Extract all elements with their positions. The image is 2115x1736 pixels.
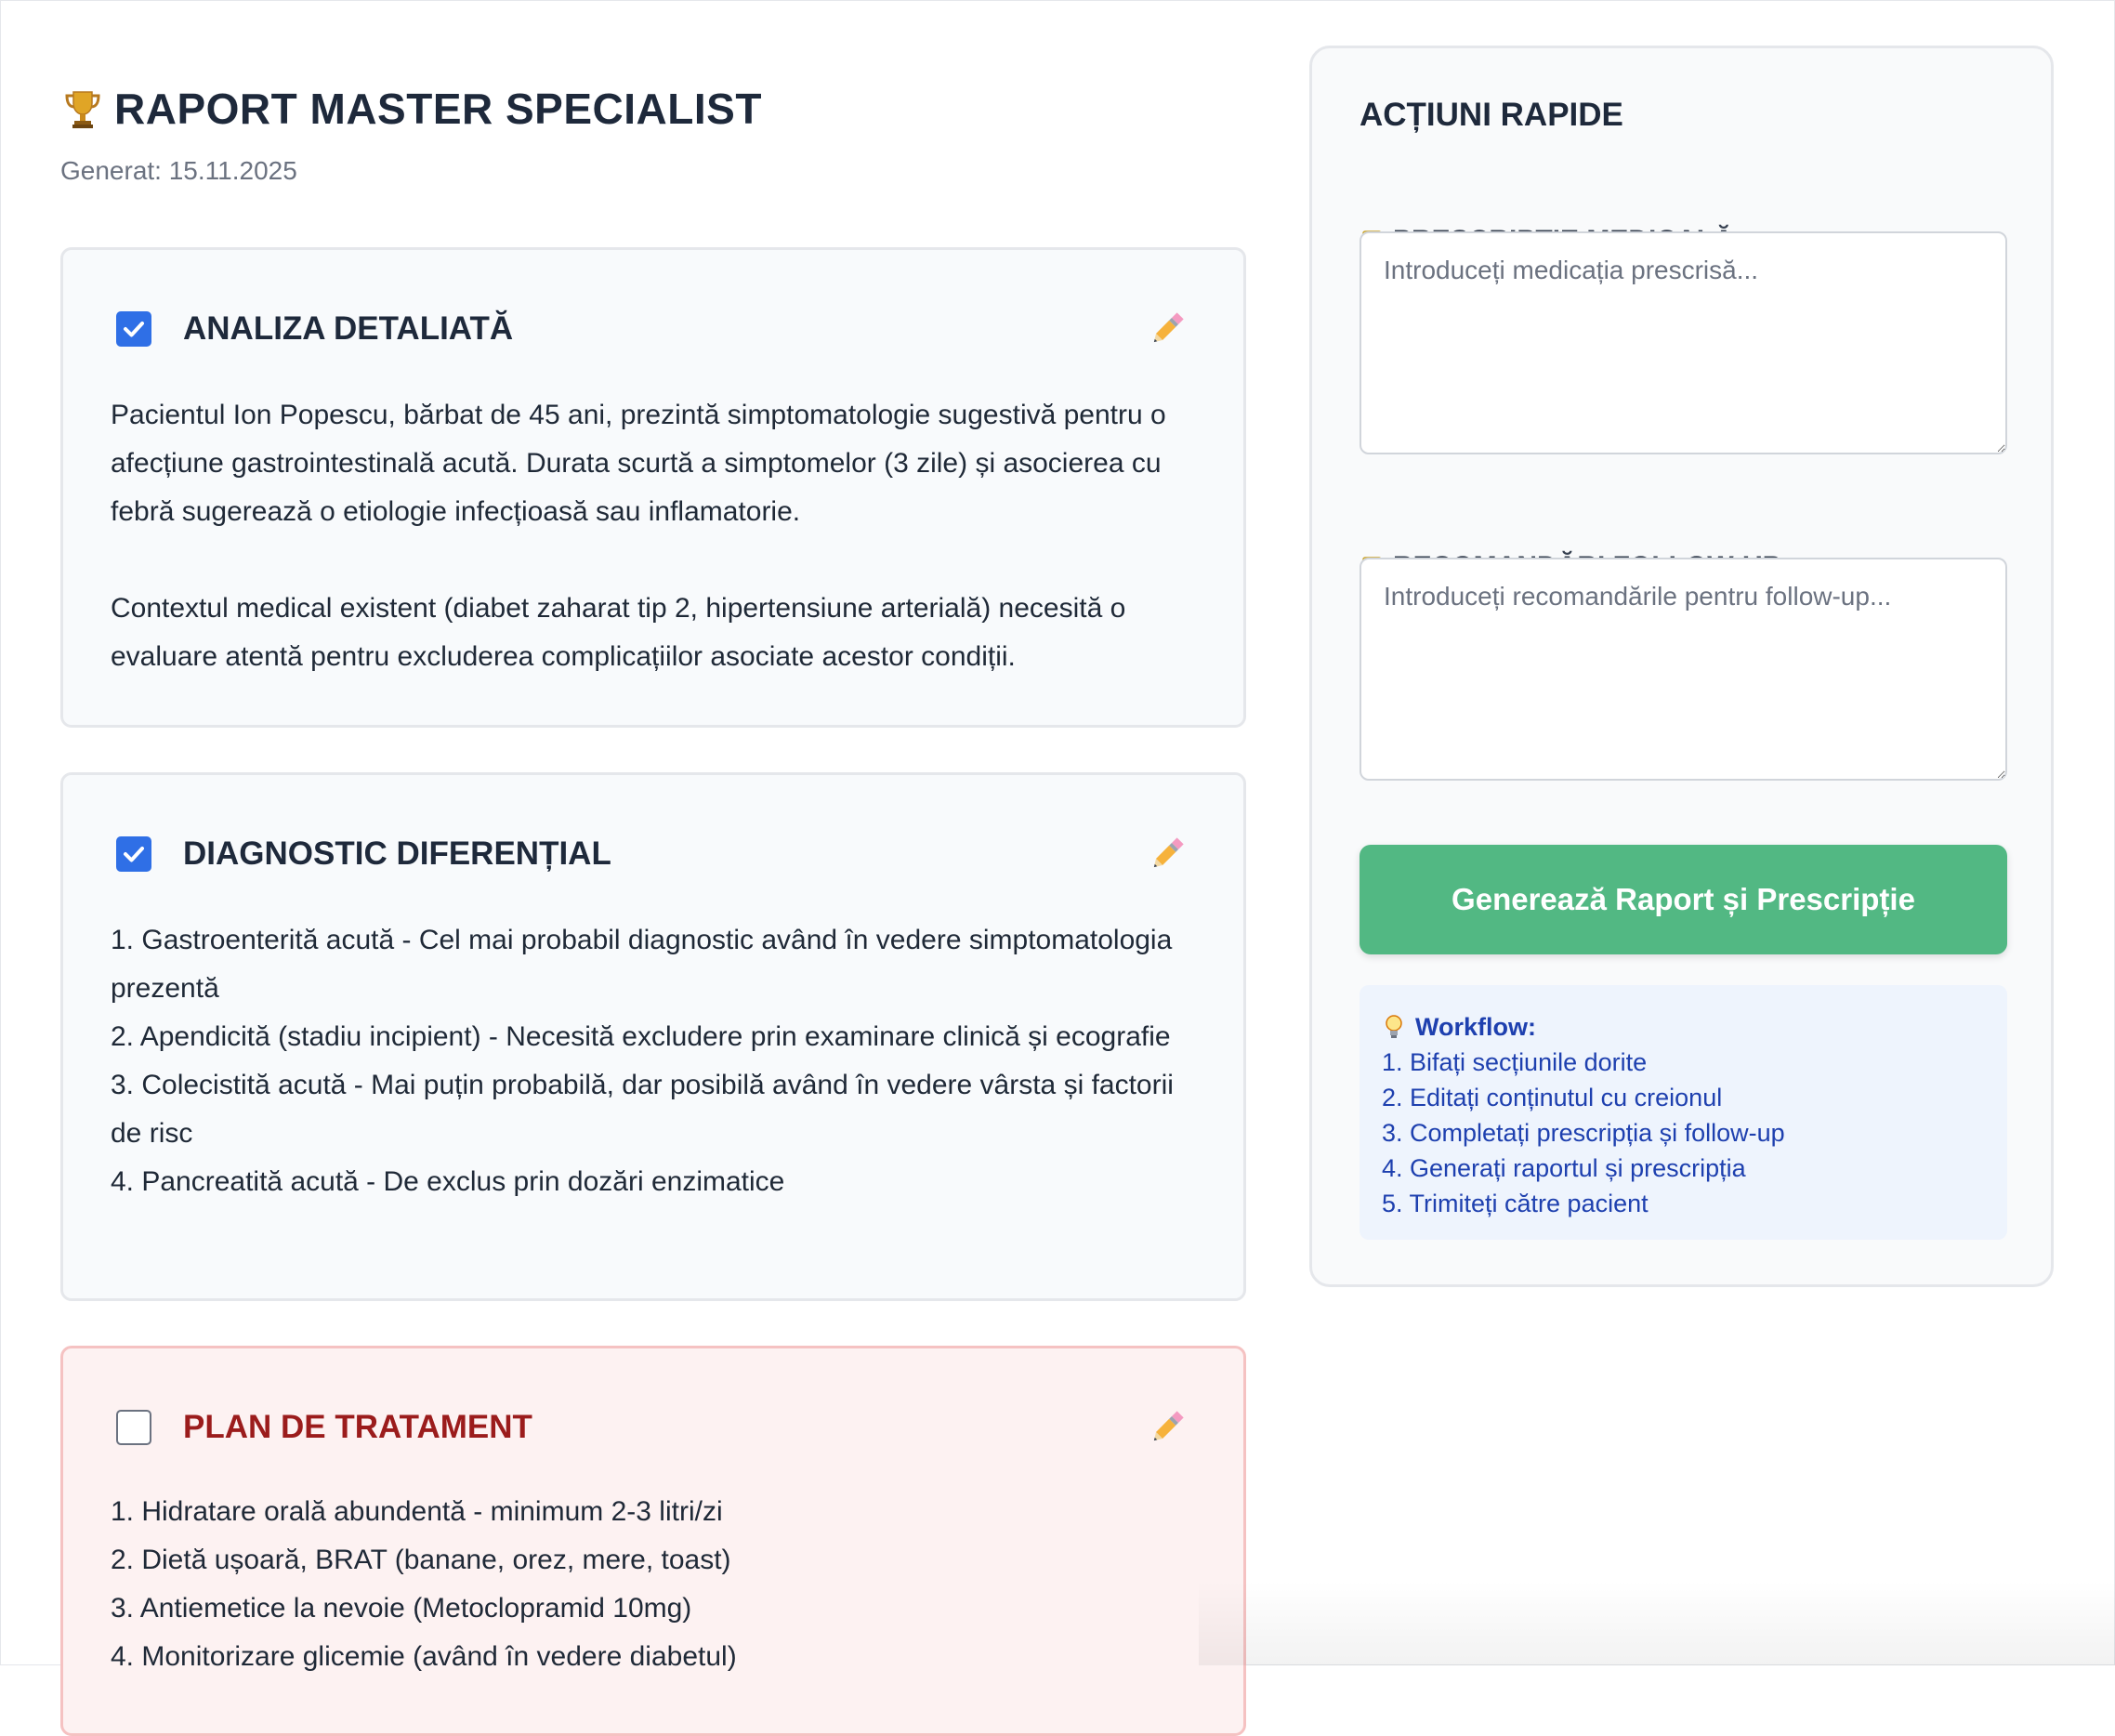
list-item: 2. Apendicită (stadiu incipient) - Necesită excludere prin examinare clinică și ecografie	[111, 1021, 1171, 1052]
followup-textarea[interactable]	[1360, 558, 2007, 781]
generate-report-button[interactable]: Generează Raport și Prescripție	[1360, 845, 2007, 954]
workflow-step: 1. Bifați secțiunile dorite	[1382, 1048, 1648, 1076]
section-header	[116, 308, 1188, 350]
workflow-step: 4. Generați raportul și prescripția	[1382, 1154, 1746, 1182]
list-item: 3. Antiemetice la nevoie (Metoclopramid 10mg)	[111, 1593, 692, 1624]
workflow-step: 2. Editați conținutul cu creionul	[1382, 1084, 1723, 1111]
prescription-textarea[interactable]	[1360, 231, 2007, 454]
section-title: DIAGNOSTIC DIFERENȚIAL	[183, 835, 611, 872]
trophy-icon	[60, 86, 105, 131]
section-checkbox[interactable]	[116, 311, 151, 347]
pencil-icon[interactable]	[1147, 309, 1188, 349]
list-item: 2. Dietă ușoară, BRAT (banane, orez, mere, toast)	[111, 1545, 731, 1575]
workflow-title: Workflow:	[1415, 1013, 1536, 1041]
checkmark-icon	[121, 841, 147, 867]
quick-actions-title: ACȚIUNI RAPIDE	[1360, 97, 1623, 133]
page-title-row	[60, 84, 762, 134]
list-item: 4. Monitorizare glicemie (având în vedere diabetul)	[111, 1641, 737, 1672]
checkmark-icon	[121, 316, 147, 342]
pencil-icon[interactable]	[1147, 834, 1188, 875]
generated-date: Generat: 15.11.2025	[60, 156, 297, 185]
section-header	[116, 833, 1188, 875]
section-paragraph: Contextul medical existent (diabet zaharat tip 2, hipertensiune arterială) necesită o evaluare atentă pentru excluderea complicațiilor asociate acestor condiții.	[111, 593, 1126, 672]
section-checkbox[interactable]	[116, 836, 151, 872]
section-card-differential	[60, 772, 1246, 1301]
section-body	[111, 1488, 1197, 1681]
workflow-header	[1382, 1009, 1985, 1045]
section-paragraph: Pacientul Ion Popescu, bărbat de 45 ani, prezintă simptomatologie sugestivă pentru o afecțiune gastrointestinală acută. Durata scurtă a simptomelor (3 zile) și asocierea cu febră sugerează o etiologie infecțioasă sau inflamatorie.	[111, 400, 1166, 527]
section-checkbox[interactable]	[116, 1410, 151, 1445]
section-title: PLAN DE TRATAMENT	[183, 1409, 532, 1445]
list-item: 3. Colecistită acută - Mai puțin probabilă, dar posibilă având în vedere vârsta și factorii de risc	[111, 1070, 1174, 1149]
workflow-box	[1360, 985, 2007, 1240]
page-title: RAPORT MASTER SPECIALIST	[114, 85, 762, 133]
section-card-treatment	[60, 1346, 1246, 1736]
pencil-icon[interactable]	[1147, 1407, 1188, 1448]
section-body	[111, 916, 1197, 1206]
section-body	[111, 391, 1197, 681]
section-header	[116, 1406, 1188, 1449]
workflow-step: 3. Completați prescripția și follow-up	[1382, 1119, 1785, 1147]
list-item: 1. Hidratare orală abundentă - minimum 2-3 litri/zi	[111, 1496, 723, 1527]
lightbulb-icon	[1382, 1013, 1406, 1041]
list-item: 1. Gastroenterită acută - Cel mai probabil diagnostic având în vedere simptomatologia prezentă	[111, 925, 1173, 1004]
section-title: ANALIZA DETALIATĂ	[183, 310, 514, 347]
quick-actions-panel	[1309, 46, 2054, 1287]
section-card-analysis	[60, 247, 1246, 728]
workflow-step: 5. Trimiteți către pacient	[1382, 1190, 1649, 1217]
list-item: 4. Pancreatită acută - De exclus prin dozări enzimatice	[111, 1166, 785, 1197]
